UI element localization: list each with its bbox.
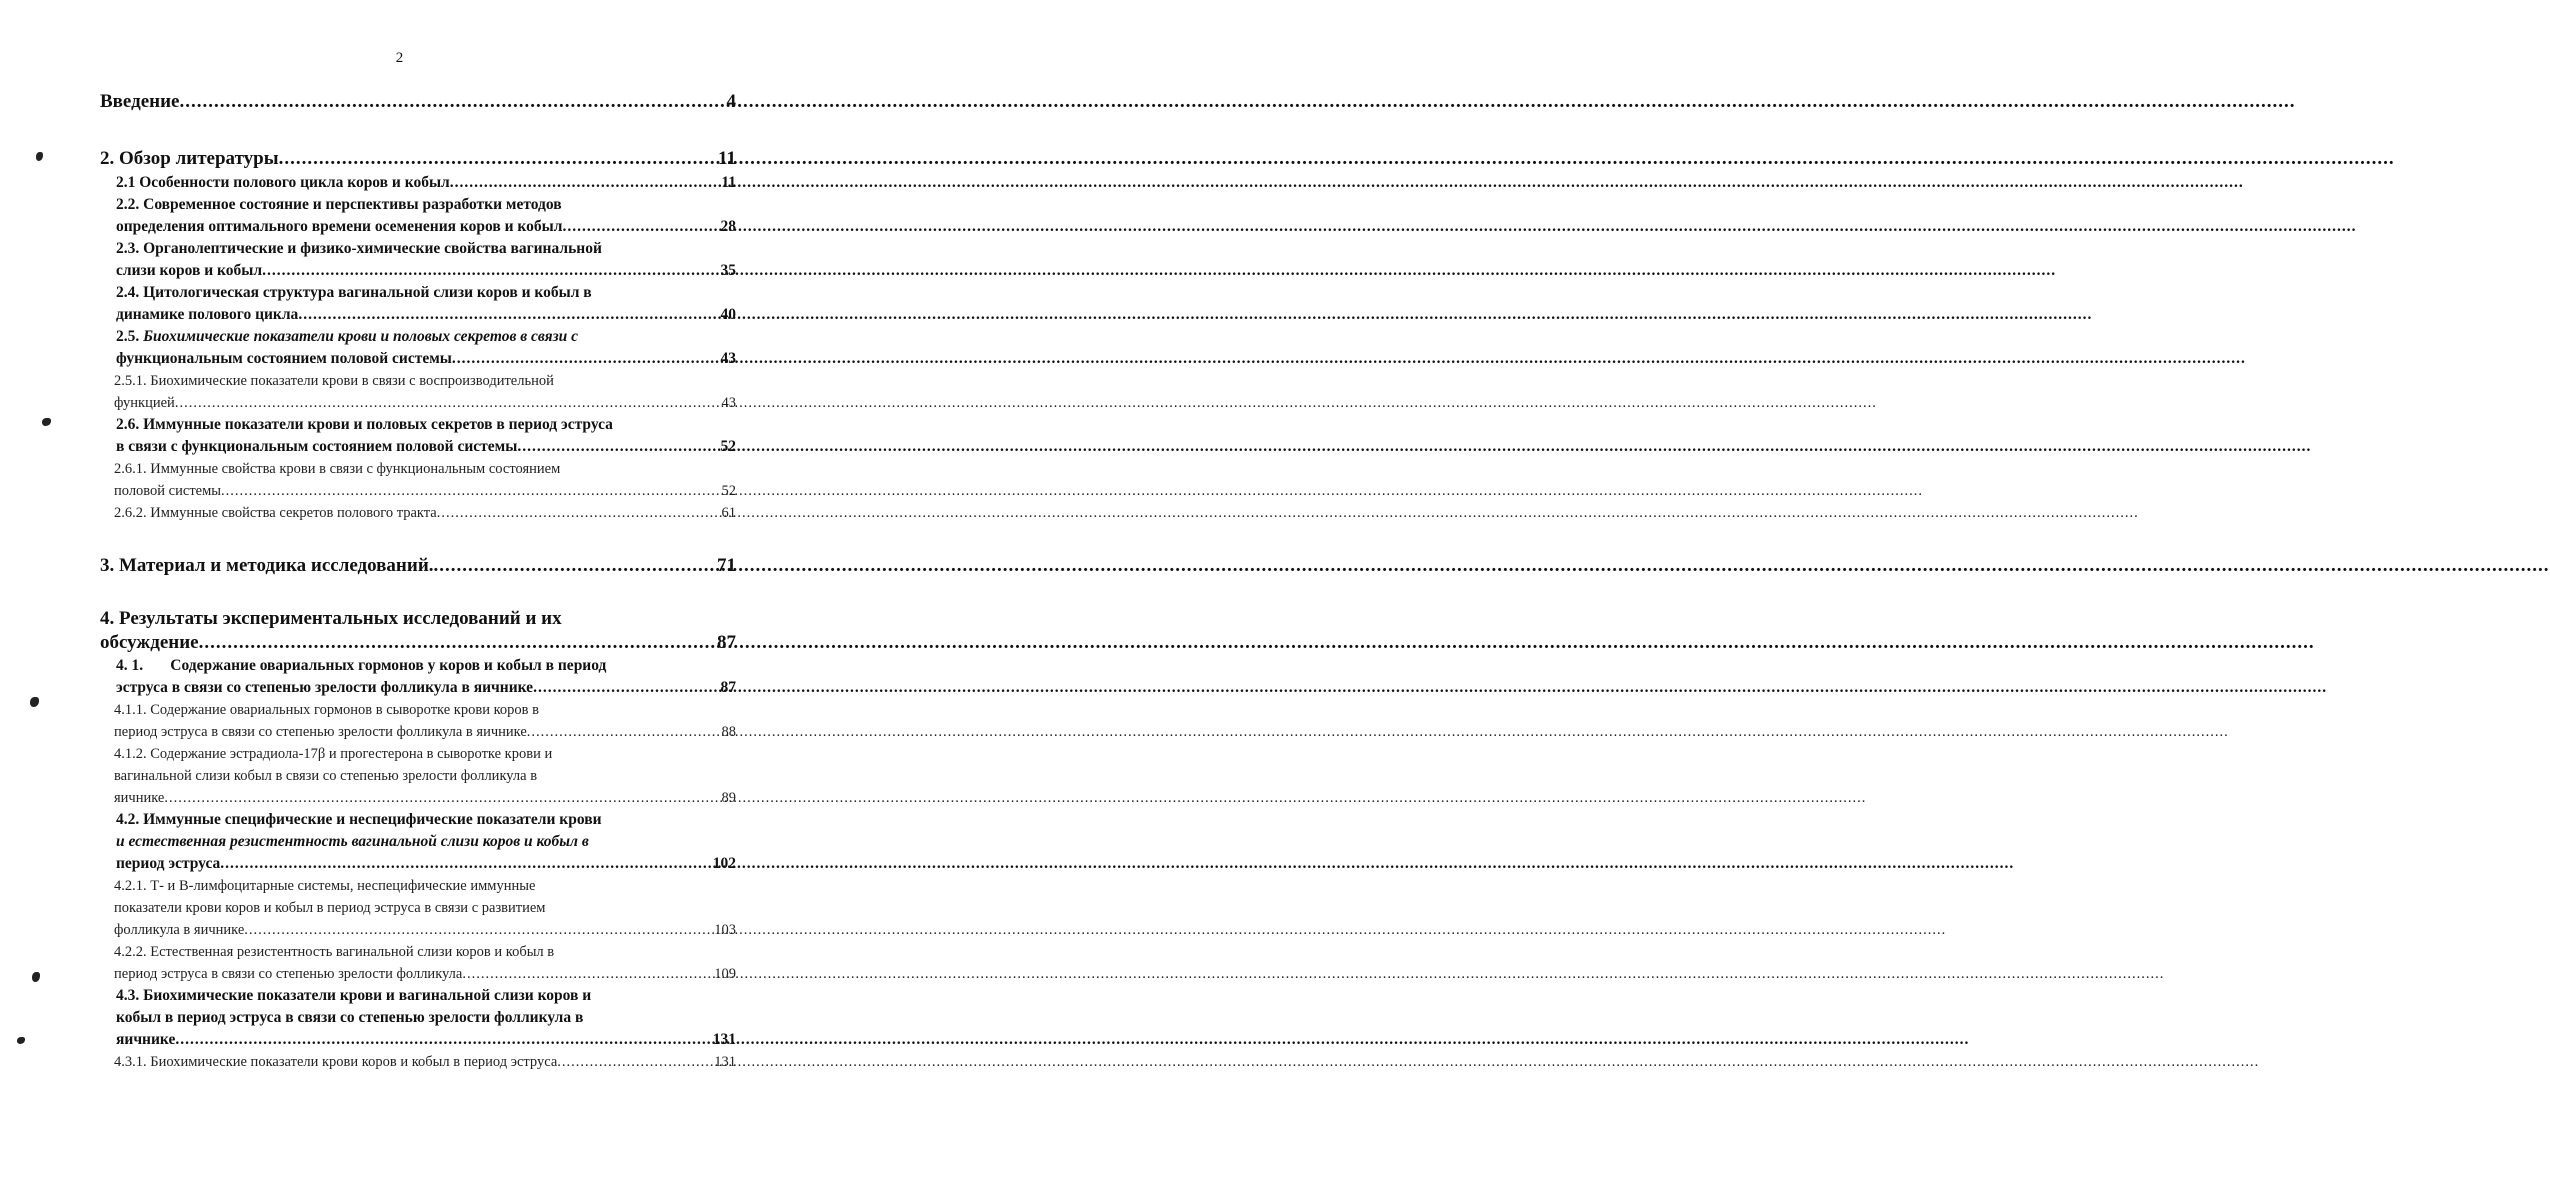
toc-entry-4-1[interactable]: 4. 1. Содержание овариальных гормонов у коров и кобыл в период эструса в связи со степенью зрелости фолликула в яичнике ..... 87	[100, 655, 736, 699]
toc-entry-4-1-1[interactable]: 4.1.1. Содержание овариальных гормонов в сыворотке крови коров в период эструса в связи со степенью зрелости фолликула в яичнике ..... 88	[100, 699, 736, 743]
toc-entry-2-5-1[interactable]: 2.5.1. Биохимические показатели крови в связи с воспроизводительной функцией ..... 43	[100, 370, 736, 414]
toc-entry-2[interactable]: 2. Обзор литературы ..... 11	[100, 147, 736, 171]
toc-entry-2-5[interactable]: 2.5. Биохимические показатели крови и половых секретов в связи с функциональным состоянием половой системы ..... 43	[100, 326, 736, 370]
toc-entry-4-1-2[interactable]: 4.1.2. Содержание эстрадиола-17β и прогестерона в сыворотке крови и вагинальной слизи кобыл в связи со степенью зрелости фолликула в яичнике ..... 89	[100, 743, 736, 809]
toc-entry-2-1[interactable]: 2.1 Особенности полового цикла коров и кобыл ..... 11	[100, 172, 736, 194]
scan-speck	[42, 418, 51, 426]
toc-entry-4-3[interactable]: 4.3. Биохимические показатели крови и вагинальной слизи коров и кобыл в период эструса в связи со степенью зрелости фолликула в яичнике ..... 131	[100, 985, 736, 1051]
toc-entry-2-4[interactable]: 2.4. Цитологическая структура вагинальной слизи коров и кобыл в динамике полового цикла ..... 40	[100, 282, 736, 326]
toc-entry-4-2[interactable]: 4.2. Иммунные специфические и неспецифические показатели крови и естественная резистентность вагинальной слизи коров и кобыл в период эструса ..... 102	[100, 809, 736, 875]
scan-speck	[17, 1037, 25, 1044]
scan-speck	[30, 697, 39, 707]
toc-entry-2-2[interactable]: 2.2. Современное состояние и перспективы разработки методов определения оптимального времени осеменения коров и кобыл ..... 28	[100, 194, 736, 238]
toc-entry-2-6-1[interactable]: 2.6.1. Иммунные свойства крови в связи с функциональным состоянием половой системы ..... 52	[100, 458, 736, 502]
scan-speck	[36, 152, 43, 161]
toc-entry-2-6[interactable]: 2.6. Иммунные показатели крови и половых секретов в период эструса в связи с функциональным состоянием половой системы ..... 52	[100, 414, 736, 458]
toc-entry-4-2-1[interactable]: 4.2.1. Т- и В-лимфоцитарные системы, неспецифические иммунные показатели крови коров и кобыл в период эструса в связи с развитием фолликула в яичнике ..... 103	[100, 875, 736, 941]
toc-entry-4[interactable]: 4. Результаты экспериментальных исследований и их обсуждение ..... 87	[100, 607, 736, 655]
toc-entry-2-6-2[interactable]: 2.6.2. Иммунные свойства секретов полового тракта ..... 61	[100, 502, 736, 524]
scan-speck	[32, 972, 40, 982]
toc-entry-intro[interactable]: Введение ..... 4	[100, 90, 736, 114]
toc-entry-2-3[interactable]: 2.3. Органолептические и физико-химические свойства вагинальной слизи коров и кобыл ..... 35	[100, 238, 736, 282]
page-number: 2	[395, 50, 404, 66]
toc-entry-4-2-2[interactable]: 4.2.2. Естественная резистентность вагинальной слизи коров и кобыл в период эструса в связи со степенью зрелости фолликула ..... 109	[100, 941, 736, 985]
toc-entry-4-3-1[interactable]: 4.3.1. Биохимические показатели крови коров и кобыл в период эструса ..... 131	[100, 1051, 736, 1073]
toc-entry-3[interactable]: 3. Материал и методика исследований. ..... 71	[100, 554, 736, 578]
table-of-contents	[100, 90, 736, 1073]
